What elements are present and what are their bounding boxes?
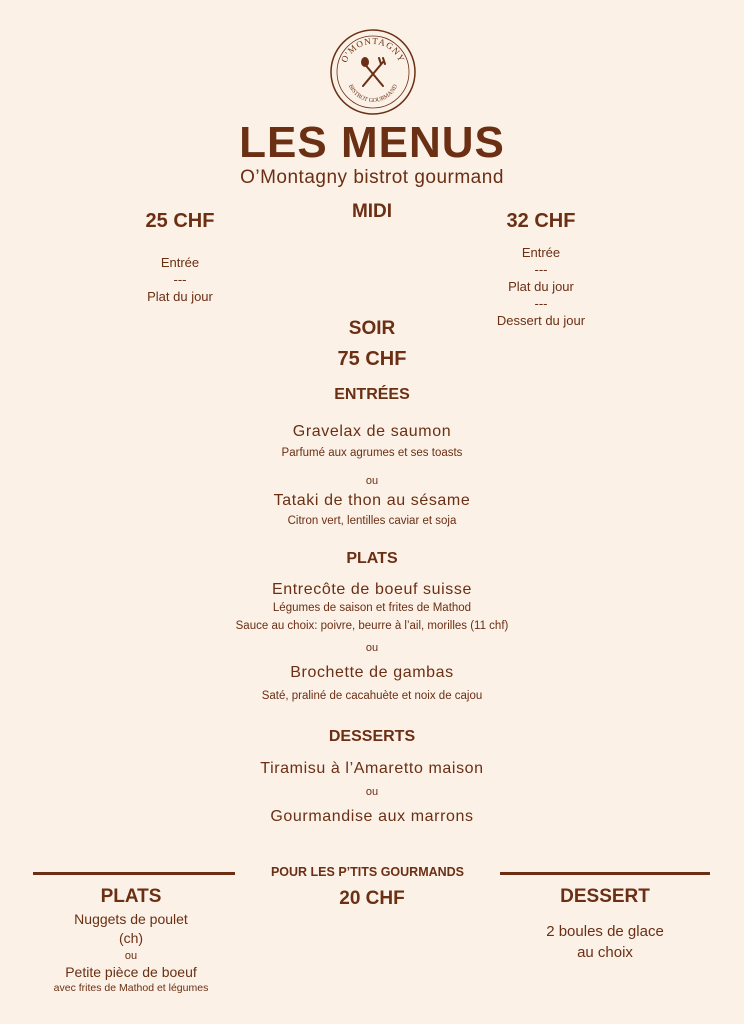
midi-left-line: Plat du jour [147, 289, 213, 304]
midi-menu-left [110, 210, 250, 305]
kids-dessert-heading: DESSERT [560, 886, 650, 907]
kids-plat-item-1: Nuggets de poulet [74, 911, 188, 927]
or-separator: ou [365, 786, 379, 798]
kids-dessert [500, 886, 710, 961]
midi-right-line: Dessert du jour [496, 313, 586, 328]
midi-right-line: --- [534, 262, 548, 277]
entree-dish-1: Gravelax de saumon [292, 423, 452, 440]
plat-desc-2: Saté, praliné de cacahuète et noix de cajou [261, 690, 483, 702]
plat-desc-1a: Légumes de saison et frites de Mathod [272, 602, 472, 614]
logo-top-text: O'MONTAGNY [338, 35, 408, 64]
restaurant-logo [329, 28, 417, 116]
kids-plat-item-2: Petite pièce de boeuf [65, 964, 197, 980]
entree-dish-2: Tataki de thon au sésame [273, 492, 471, 509]
svg-text:O'MONTAGNY [339, 36, 407, 64]
midi-right-price: 32 CHF [506, 210, 576, 232]
midi-right-line: Plat du jour [508, 279, 574, 294]
or-separator: ou [124, 950, 138, 962]
desserts-heading: DESSERTS [328, 728, 416, 745]
midi-menu-right [466, 210, 616, 329]
midi-heading: MIDI [351, 201, 393, 222]
divider-right [500, 872, 710, 875]
plats-heading: PLATS [346, 550, 398, 567]
kids-price: 20 CHF [339, 888, 405, 909]
midi-left-line: --- [173, 272, 187, 287]
plat-dish-2: Brochette de gambas [290, 664, 454, 681]
or-separator: ou [365, 642, 379, 654]
plat-desc-1b: Sauce au choix: poivre, beurre à l’ail, morilles (11 chf) [235, 620, 509, 632]
page-subtitle: O’Montagny bistrot gourmand [240, 167, 504, 188]
page-title: LES MENUS [239, 118, 505, 167]
plat-dish-1: Entrecôte de boeuf suisse [271, 581, 472, 598]
midi-right-line: Entrée [521, 245, 561, 260]
entrees-heading: ENTRÉES [334, 386, 410, 403]
or-separator: ou [365, 475, 379, 487]
logo-bottom-text: BISTROT GOURMAND [346, 83, 400, 105]
svg-text:BISTROT GOURMAND [347, 83, 399, 104]
entree-desc-2: Citron vert, lentilles caviar et soja [287, 515, 457, 527]
entree-desc-1: Parfumé aux agrumes et ses toasts [281, 447, 463, 459]
midi-left-price: 25 CHF [145, 210, 215, 232]
soir-price: 75 CHF [337, 348, 407, 370]
kids-dessert-line-1: 2 boules de glace [546, 923, 664, 940]
kids-dessert-line-2: au choix [577, 944, 633, 961]
midi-right-line: --- [534, 296, 548, 311]
kids-plat-item-1b: (ch) [118, 930, 144, 946]
midi-left-line: Entrée [160, 255, 200, 270]
dessert-dish-1: Tiramisu à l’Amaretto maison [260, 760, 484, 777]
fork-spoon-icon [362, 58, 385, 86]
kids-plats [20, 886, 242, 994]
kids-plat-item-2-desc: avec frites de Mathod et légumes [53, 982, 209, 994]
kids-heading: POUR LES P’TITS GOURMANDS [270, 865, 465, 879]
soir-heading: SOIR [348, 318, 396, 339]
dessert-dish-2: Gourmandise aux marrons [270, 808, 474, 825]
divider-left [33, 872, 235, 875]
kids-plats-heading: PLATS [100, 886, 162, 907]
